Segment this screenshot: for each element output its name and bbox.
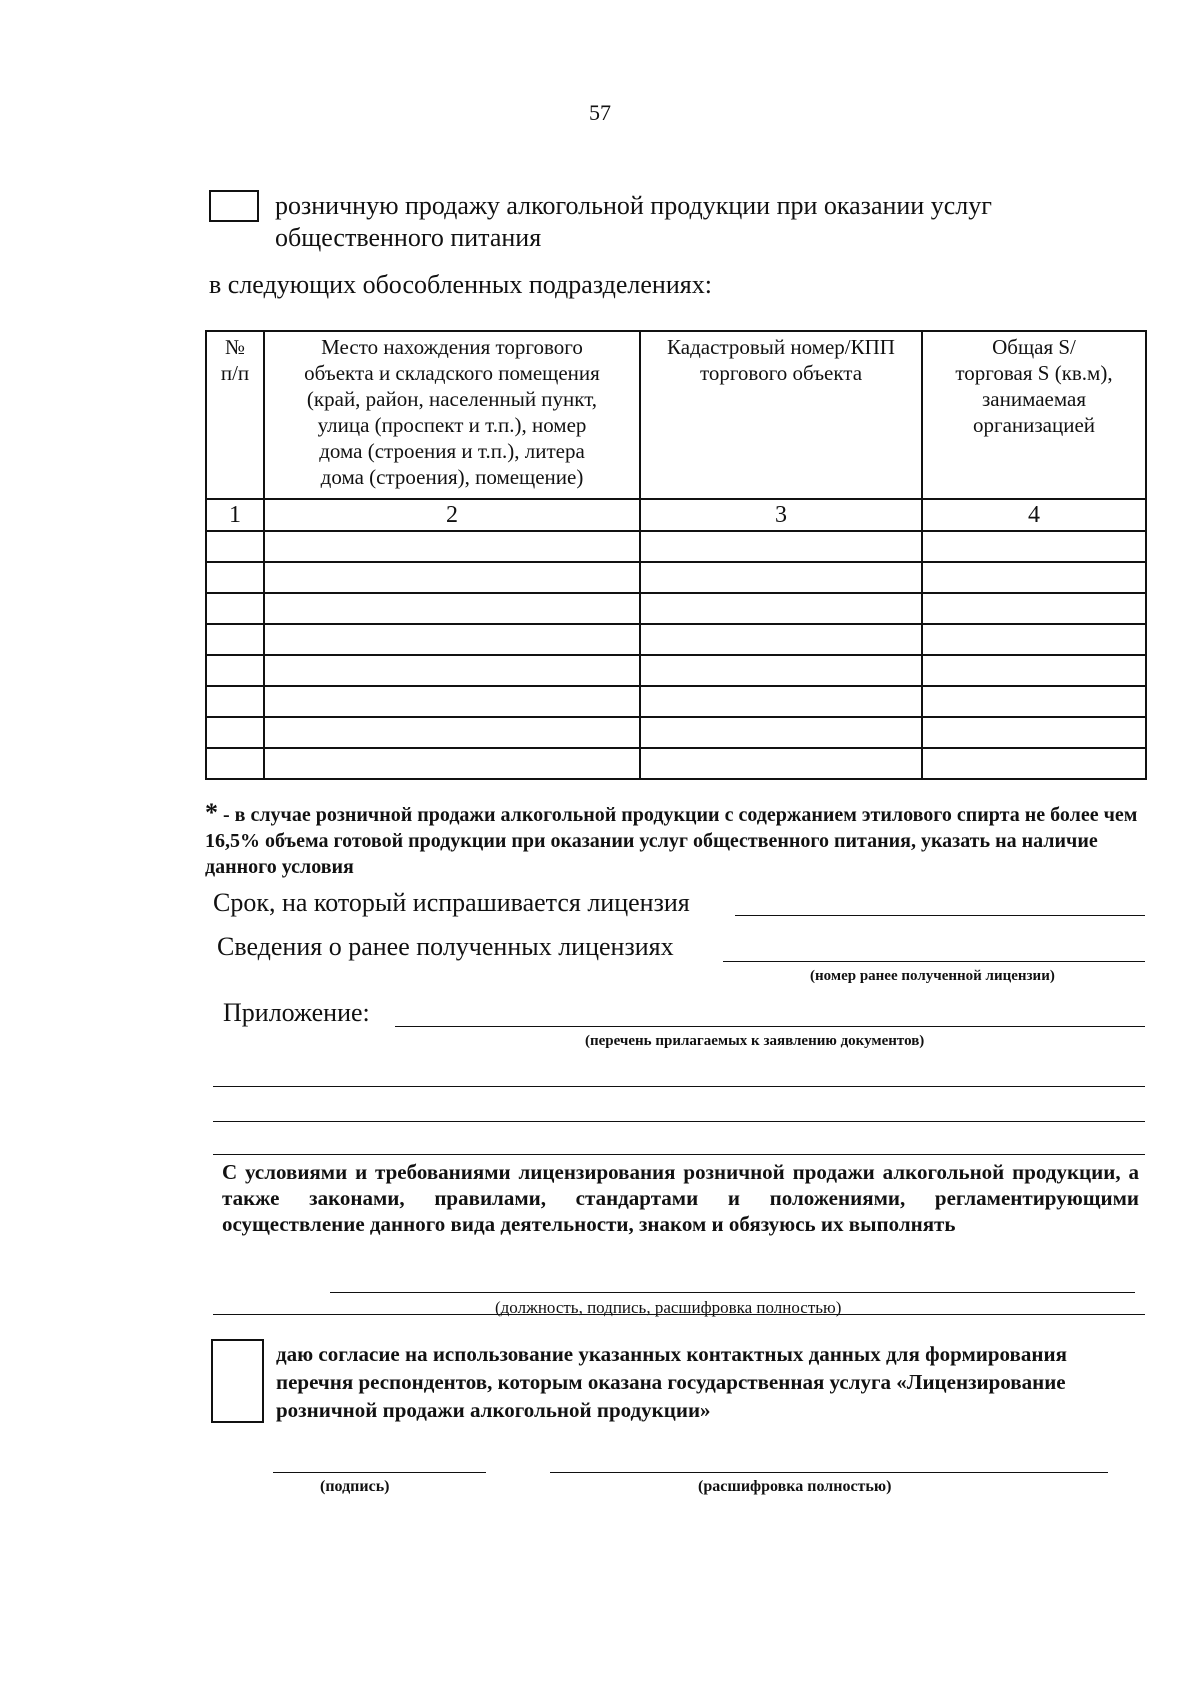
table-cell[interactable]	[206, 531, 264, 562]
table-cell[interactable]	[922, 717, 1146, 748]
table-cell[interactable]	[640, 686, 922, 717]
previous-licenses-label: Сведения о ранее полученных лицензиях	[217, 932, 674, 961]
signature-caption: (должность, подпись, расшифровка полностью)	[495, 1298, 842, 1317]
table-header-row	[206, 331, 1146, 499]
table-cell[interactable]	[206, 624, 264, 655]
table-cell[interactable]	[264, 655, 640, 686]
table-cell[interactable]	[922, 748, 1146, 779]
agreement-checkbox[interactable]	[211, 1339, 264, 1423]
footnote-marker: *	[205, 798, 218, 827]
col-header-location: Место нахождения торгового объекта и складского помещения (край, район, населенный пункт, улица (проспект и т.п.), номер дома (строения и т.п.), литера дома (строения), помещение)	[264, 331, 640, 499]
previous-licenses-caption: (номер ранее полученной лицензии)	[810, 968, 1055, 984]
table-row	[206, 593, 1146, 624]
table-row	[206, 624, 1146, 655]
col-number-3: 3	[640, 499, 922, 531]
table-cell[interactable]	[206, 717, 264, 748]
subdivisions-heading: в следующих обособленных подразделениях:	[209, 270, 712, 299]
col-number-2: 2	[264, 499, 640, 531]
table-cell[interactable]	[922, 655, 1146, 686]
table-cell[interactable]	[922, 624, 1146, 655]
table-cell[interactable]	[922, 531, 1146, 562]
col-header-cadastral: Кадастровый номер/КПП торгового объекта	[640, 331, 922, 499]
table-row	[206, 655, 1146, 686]
table-row	[206, 717, 1146, 748]
table-cell[interactable]	[640, 593, 922, 624]
consent-paragraph: С условиями и требованиями лицензирования розничной продажи алкогольной продукции, а также законами, правилами, стандартами и положениями, регламентирующими осуществление данного вида деятельности, знаком и обязуюсь их выполнять	[222, 1160, 1139, 1236]
table-cell[interactable]	[206, 686, 264, 717]
table-row	[206, 531, 1146, 562]
attachment-line-3[interactable]	[213, 1121, 1145, 1122]
table-cell[interactable]	[206, 655, 264, 686]
footnote	[205, 800, 1145, 880]
decipher-field[interactable]	[550, 1472, 1108, 1473]
sign-field[interactable]	[273, 1472, 486, 1473]
table-row	[206, 686, 1146, 717]
table-cell[interactable]	[922, 593, 1146, 624]
food-service-option-label: розничную продажу алкогольной продукции при оказании услуг общественного питания	[275, 191, 992, 252]
table-cell[interactable]	[640, 624, 922, 655]
table-cell[interactable]	[640, 562, 922, 593]
column-number-row	[206, 499, 1146, 531]
table-cell[interactable]	[640, 531, 922, 562]
license-term-label: Срок, на который испрашивается лицензия	[213, 888, 690, 917]
col-header-number: № п/п	[206, 331, 264, 499]
table-cell[interactable]	[264, 624, 640, 655]
attachment-label: Приложение:	[223, 998, 370, 1027]
page-number: 57	[589, 100, 611, 125]
previous-licenses-field[interactable]	[723, 961, 1145, 962]
table-cell[interactable]	[922, 562, 1146, 593]
col-number-4: 4	[922, 499, 1146, 531]
sign-caption: (подпись)	[320, 1478, 390, 1495]
attachment-caption: (перечень прилагаемых к заявлению документов)	[585, 1033, 925, 1049]
table-cell[interactable]	[206, 593, 264, 624]
license-term-field[interactable]	[735, 915, 1145, 916]
attachment-line-4[interactable]	[213, 1154, 1145, 1155]
agreement-text: даю согласие на использование указанных контактных данных для формирования перечня респондентов, которым оказана государственная услуга «Лицензирование розничной продажи алкогольной продукции»	[276, 1342, 1067, 1422]
table-cell[interactable]	[264, 562, 640, 593]
table-cell[interactable]	[206, 562, 264, 593]
table-cell[interactable]	[264, 593, 640, 624]
table-cell[interactable]	[264, 748, 640, 779]
table-cell[interactable]	[640, 655, 922, 686]
food-service-checkbox[interactable]	[209, 190, 259, 222]
attachment-field[interactable]	[395, 1026, 1145, 1027]
table-cell[interactable]	[206, 748, 264, 779]
table-cell[interactable]	[640, 748, 922, 779]
decipher-caption: (расшифровка полностью)	[698, 1478, 892, 1495]
table-cell[interactable]	[264, 531, 640, 562]
table-cell[interactable]	[922, 686, 1146, 717]
table-row	[206, 748, 1146, 779]
table-cell[interactable]	[264, 717, 640, 748]
subdivisions-table	[205, 330, 1147, 780]
signature-field[interactable]	[330, 1292, 1135, 1293]
col-header-area: Общая S/ торговая S (кв.м), занимаемая организацией	[922, 331, 1146, 499]
signature-underline	[213, 1314, 1145, 1315]
footnote-text: - в случае розничной продажи алкогольной продукции с содержанием этилового спирта не более чем 16,5% объема готовой продукции при оказании услуг общественного питания, указать на наличие данного условия	[205, 804, 1138, 878]
table-cell[interactable]	[264, 686, 640, 717]
col-number-1: 1	[206, 499, 264, 531]
attachment-line-2[interactable]	[213, 1086, 1145, 1087]
table-cell[interactable]	[640, 717, 922, 748]
table-row	[206, 562, 1146, 593]
